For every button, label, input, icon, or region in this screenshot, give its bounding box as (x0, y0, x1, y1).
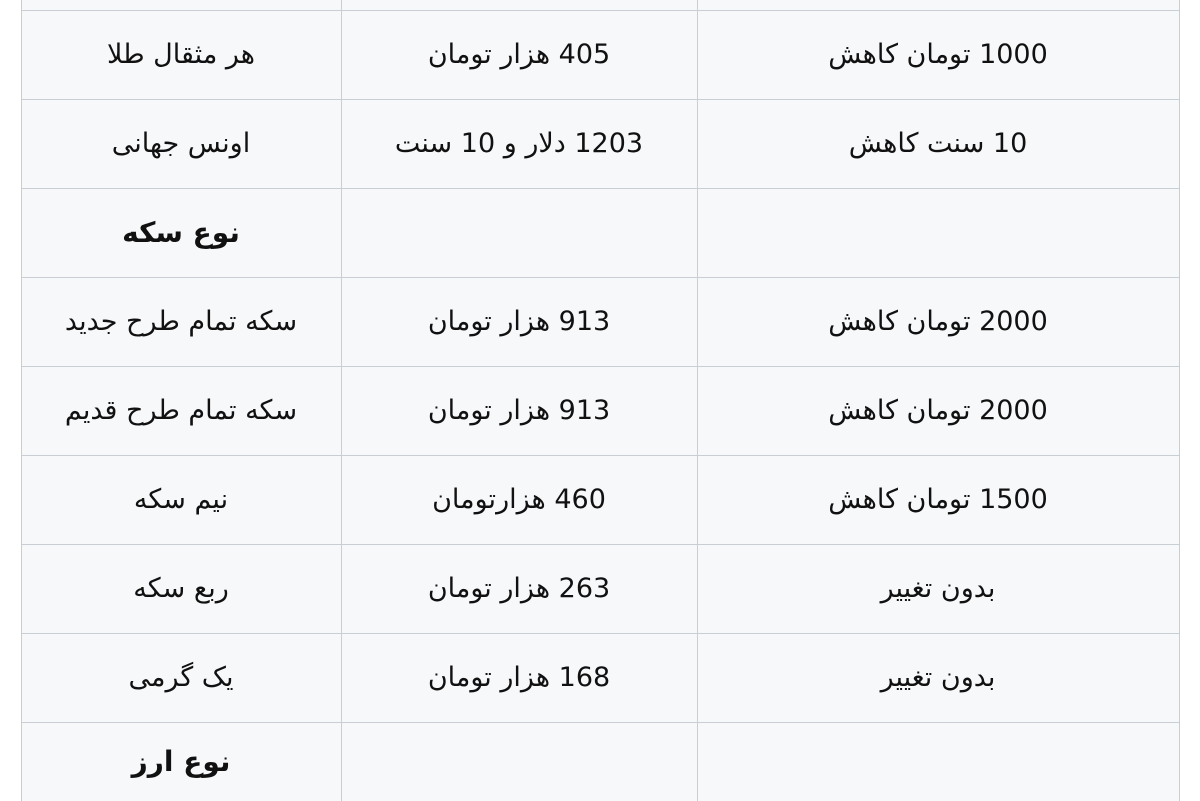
cell-change (697, 723, 1179, 801)
cell-name: هر مثقال طلا (21, 11, 341, 100)
cell-price (341, 723, 697, 801)
table-section-row (21, 189, 1179, 278)
cell-name (21, 0, 341, 11)
table-row (21, 367, 1179, 456)
gold-and-coin-price-table (21, 0, 1180, 801)
cell-name: سکه تمام طرح قدیم (21, 367, 341, 456)
table-row (21, 634, 1179, 723)
table-row (21, 456, 1179, 545)
cell-change: 1500 تومان کاهش (697, 456, 1179, 545)
cell-price: 263 هزار تومان (341, 545, 697, 634)
cell-change: بدون تغییر (697, 545, 1179, 634)
table-row (21, 278, 1179, 367)
cell-price (341, 0, 697, 11)
cell-price (341, 189, 697, 278)
cell-name: یک گرمی (21, 634, 341, 723)
cell-price: 405 هزار تومان (341, 11, 697, 100)
cell-change (697, 189, 1179, 278)
table-row (21, 100, 1179, 189)
cell-price: 168 هزار تومان (341, 634, 697, 723)
section-title-currency: نوع ارز (21, 723, 341, 801)
cell-change: 10 سنت کاهش (697, 100, 1179, 189)
price-table-body (21, 0, 1179, 801)
cell-name: سکه تمام طرح جدید (21, 278, 341, 367)
cell-change: 1000 تومان کاهش (697, 11, 1179, 100)
cell-price: 913 هزار تومان (341, 278, 697, 367)
cell-name: نیم سکه (21, 456, 341, 545)
cell-name: ربع سکه (21, 545, 341, 634)
cell-name: اونس جهانی (21, 100, 341, 189)
section-title-coin: نوع سکه (21, 189, 341, 278)
cell-change (697, 0, 1179, 11)
cell-price: 913 هزار تومان (341, 367, 697, 456)
cell-price: 460 هزارتومان (341, 456, 697, 545)
table-row (21, 11, 1179, 100)
cell-price: 1203 دلار و 10 سنت (341, 100, 697, 189)
cell-change: 2000 تومان کاهش (697, 367, 1179, 456)
table-row (21, 545, 1179, 634)
table-section-row (21, 723, 1179, 801)
table-row-partial-top (21, 0, 1179, 11)
cell-change: بدون تغییر (697, 634, 1179, 723)
cell-change: 2000 تومان کاهش (697, 278, 1179, 367)
